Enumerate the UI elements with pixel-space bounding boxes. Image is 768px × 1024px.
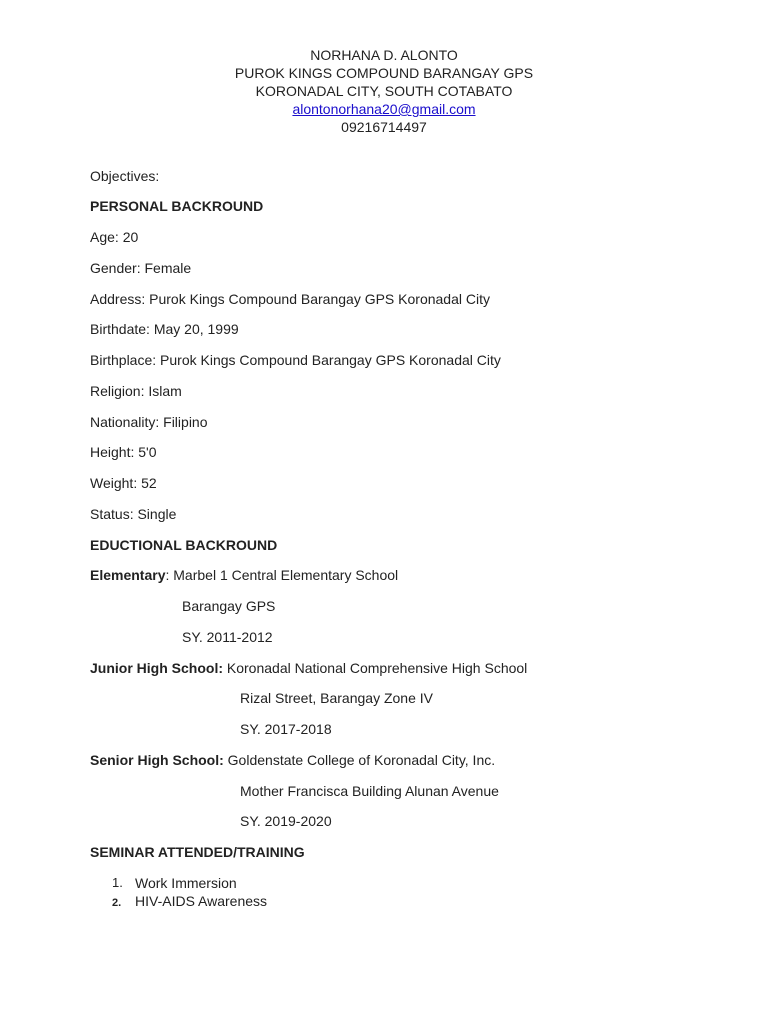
education-heading: EDUCTIONAL BACKROUND bbox=[90, 537, 278, 553]
gender: Gender: Female bbox=[90, 260, 192, 276]
status: Status: Single bbox=[90, 506, 177, 522]
objectives-label: Objectives: bbox=[90, 168, 160, 184]
nationality: Nationality: Filipino bbox=[90, 414, 208, 430]
address-line-2: KORONADAL CITY, SOUTH COTABATO bbox=[255, 83, 513, 99]
birthdate: Birthdate: May 20, 1999 bbox=[90, 321, 239, 337]
birthplace: Birthplace: Purok Kings Compound Barangay GPS Koronadal City bbox=[90, 352, 501, 368]
phone-number: 09216714497 bbox=[341, 119, 427, 135]
seminar-heading: SEMINAR ATTENDED/TRAINING bbox=[90, 844, 305, 860]
junior-label: Junior High School: bbox=[90, 660, 223, 676]
senior-label: Senior High School: bbox=[90, 752, 224, 768]
elementary-row bbox=[90, 566, 398, 584]
height: Height: 5'0 bbox=[90, 444, 157, 460]
junior-location: Rizal Street, Barangay Zone IV bbox=[240, 690, 433, 706]
senior-sy: SY. 2019-2020 bbox=[240, 813, 332, 829]
religion: Religion: Islam bbox=[90, 383, 182, 399]
elementary-school: Marbel 1 Central Elementary School bbox=[173, 567, 399, 583]
email-link[interactable]: alontonorhana20@gmail.com bbox=[292, 101, 476, 117]
elementary-separator: : bbox=[165, 567, 174, 583]
list-text: HIV-AIDS Awareness bbox=[135, 893, 268, 909]
senior-row bbox=[90, 751, 495, 769]
list-number: 1. bbox=[112, 875, 123, 890]
elementary-label: Elementary bbox=[90, 567, 166, 583]
elementary-sy: SY. 2011-2012 bbox=[182, 629, 273, 645]
junior-sy: SY. 2017-2018 bbox=[240, 721, 332, 737]
personal-heading: PERSONAL BACKROUND bbox=[90, 198, 264, 214]
age: Age: 20 bbox=[90, 229, 139, 245]
resume-header bbox=[0, 46, 768, 136]
address-line-1: PUROK KINGS COMPOUND BARANGAY GPS bbox=[234, 65, 534, 81]
list-text: Work Immersion bbox=[135, 875, 237, 891]
senior-school: Goldenstate College of Koronadal City, Inc. bbox=[223, 752, 496, 768]
senior-location: Mother Francisca Building Alunan Avenue bbox=[240, 783, 499, 799]
address: Address: Purok Kings Compound Barangay GPS Koronadal City bbox=[90, 291, 490, 307]
junior-school: Koronadal National Comprehensive High School bbox=[223, 660, 528, 676]
elementary-location: Barangay GPS bbox=[182, 598, 276, 614]
applicant-name: NORHANA D. ALONTO bbox=[310, 47, 458, 63]
list-number: 2. bbox=[112, 897, 122, 909]
weight: Weight: 52 bbox=[90, 475, 157, 491]
junior-row bbox=[90, 659, 527, 677]
